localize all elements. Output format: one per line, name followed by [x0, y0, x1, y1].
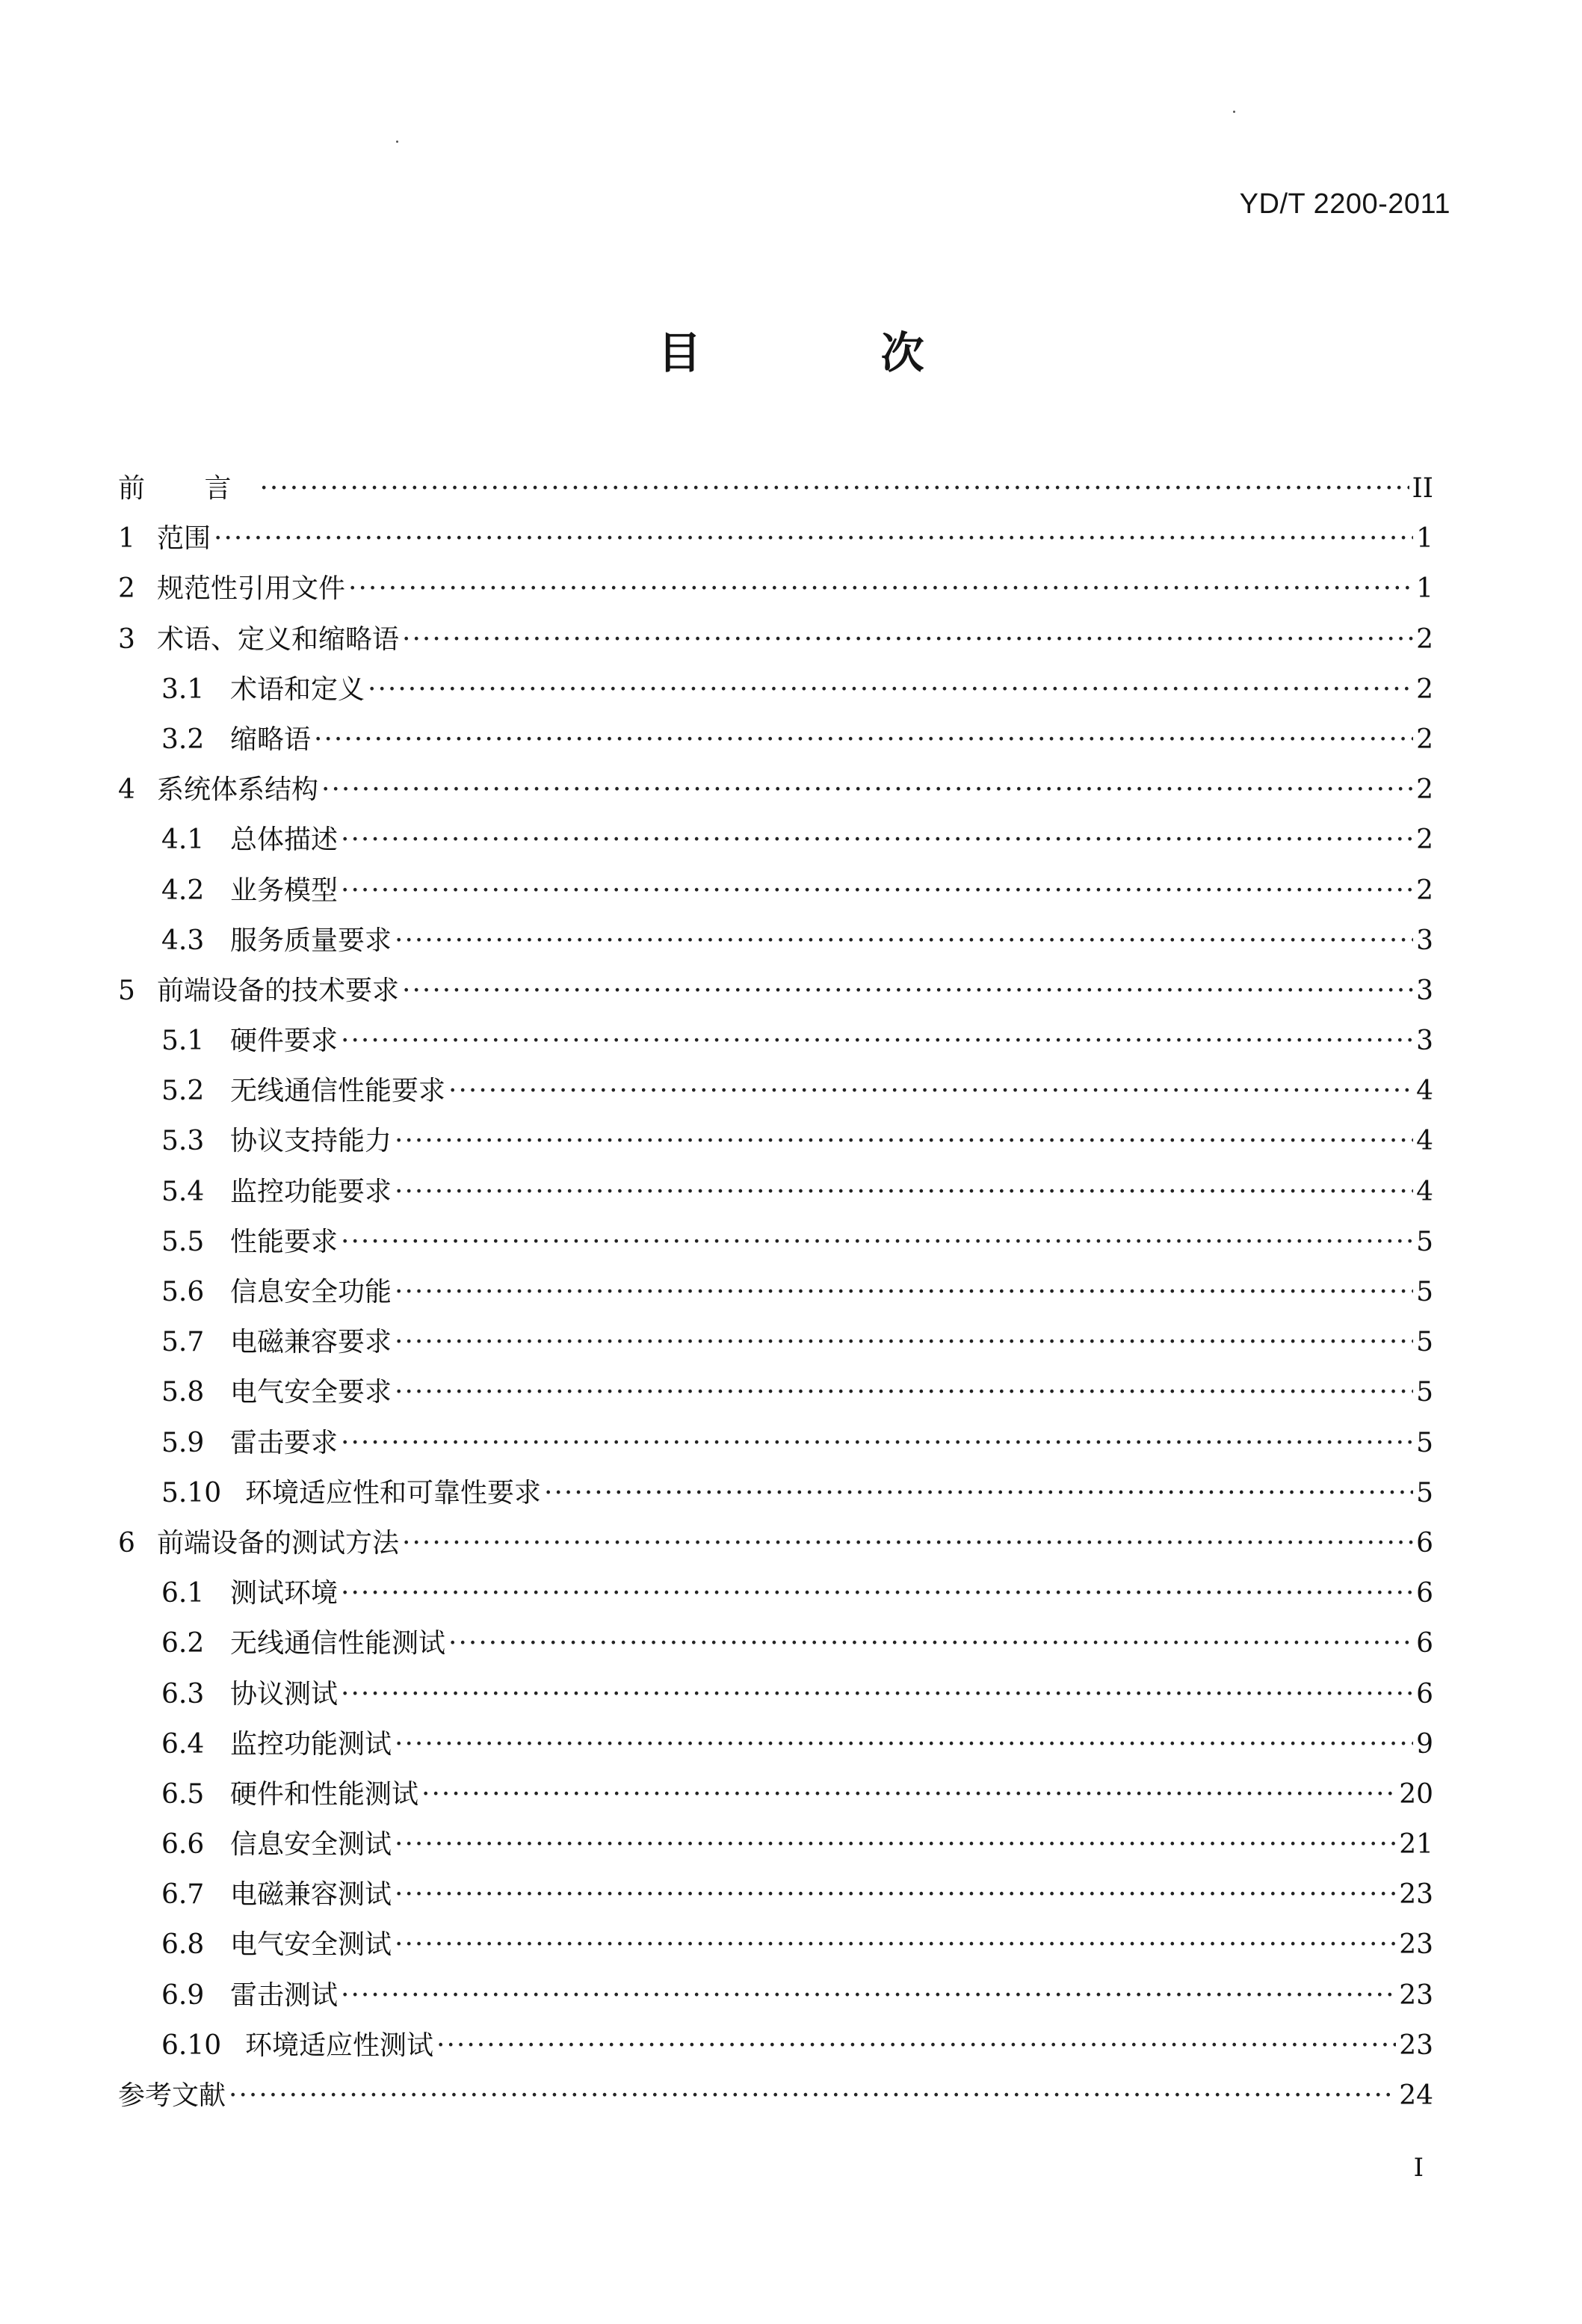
toc-entry-page: 23 — [1399, 1979, 1433, 2011]
toc-entry[interactable] — [118, 815, 1433, 865]
toc-entry-page: 5 — [1416, 1226, 1433, 1257]
toc-title: 目 次 — [658, 327, 1007, 378]
toc-entry-label: 电磁兼容测试 — [230, 1879, 392, 1911]
toc-entry-number: 6.8 — [161, 1929, 205, 1961]
toc-entry-number: 4.1 — [161, 825, 205, 856]
toc-entry-number: 5.9 — [161, 1427, 205, 1458]
toc-entry-label: 无线通信性能测试 — [230, 1628, 446, 1659]
toc-entry-label: 信息安全功能 — [230, 1277, 392, 1307]
toc-entry[interactable] — [118, 564, 1433, 614]
toc-entry-number: 5.2 — [161, 1076, 205, 1107]
toc-entry-page: 23 — [1399, 1929, 1433, 1961]
toc-entry-page: 2 — [1416, 674, 1433, 705]
toc-entry[interactable] — [118, 1920, 1433, 1970]
toc-entry[interactable] — [118, 1317, 1433, 1367]
toc-entry-number: 5.8 — [161, 1377, 205, 1408]
toc-entry[interactable] — [118, 614, 1433, 665]
toc-leader-dots — [229, 2071, 1396, 2121]
toc-entry-label: 性能要求 — [230, 1226, 339, 1257]
toc-entry-page: 23 — [1399, 2029, 1433, 2061]
toc-entry-page: 5 — [1416, 1477, 1433, 1508]
toc-entry-page: 3 — [1416, 1026, 1433, 1057]
toc-entry-label: 电气安全测试 — [230, 1929, 392, 1961]
toc-entry[interactable] — [118, 765, 1433, 815]
toc-leader-dots — [314, 715, 1413, 765]
toc-entry[interactable] — [118, 2021, 1433, 2071]
toc-entry-label: 协议测试 — [230, 1678, 339, 1710]
toc-entry[interactable] — [118, 866, 1433, 916]
toc-entry-page: 5 — [1416, 1327, 1433, 1358]
toc-leader-dots — [448, 1618, 1413, 1668]
toc-leader-dots — [348, 564, 1413, 614]
toc-entry-label: 术语和定义 — [230, 674, 365, 705]
toc-entry[interactable] — [118, 1468, 1433, 1518]
toc-leader-dots — [395, 1920, 1396, 1970]
page-number: I — [1413, 2153, 1424, 2183]
toc-entry-page: 4 — [1416, 1126, 1433, 1157]
toc-entry-page: 6 — [1416, 1578, 1433, 1609]
toc-entry-page: 6 — [1416, 1628, 1433, 1659]
toc-entry-page: 24 — [1399, 2080, 1433, 2111]
toc-entry-label: 参考文献 — [118, 2080, 226, 2111]
toc-entry[interactable] — [118, 1116, 1433, 1166]
toc-entry-page: 3 — [1416, 925, 1433, 956]
toc-leader-dots — [259, 463, 1409, 514]
toc-entry[interactable] — [118, 1066, 1433, 1116]
toc-entry-page: 6 — [1416, 1527, 1433, 1559]
toc-entry-label: 信息安全测试 — [230, 1829, 392, 1861]
toc-entry-number: 5.7 — [161, 1327, 205, 1358]
toc-entry-number: 5 — [118, 975, 135, 1006]
toc-leader-dots — [395, 1116, 1413, 1166]
toc-entry-label: 电气安全要求 — [230, 1377, 392, 1408]
toc-entry[interactable] — [118, 514, 1433, 564]
toc-entry-label: 硬件要求 — [230, 1026, 339, 1057]
toc-entry-number: 6.9 — [161, 1979, 205, 2011]
toc-entry-page: 6 — [1416, 1678, 1433, 1710]
toc-entry-number: 3 — [118, 623, 135, 655]
toc-entry[interactable] — [118, 1970, 1433, 2021]
toc-leader-dots — [395, 1719, 1413, 1769]
toc-entry-label: 硬件和性能测试 — [230, 1778, 419, 1810]
toc-entry-page: 1 — [1416, 523, 1433, 555]
toc-entry[interactable] — [118, 715, 1433, 765]
scan-speck — [396, 141, 398, 143]
toc-leader-dots — [436, 2021, 1396, 2071]
toc-leader-dots — [395, 1267, 1413, 1317]
toc-entry-label: 环境适应性测试 — [245, 2029, 434, 2061]
toc-entry-page: 5 — [1416, 1427, 1433, 1458]
toc-leader-dots — [421, 1769, 1396, 1819]
toc-entry-number: 5.4 — [161, 1176, 205, 1207]
toc-entry-page: 20 — [1399, 1778, 1433, 1810]
toc-entry-page: 2 — [1416, 825, 1433, 856]
toc-leader-dots — [341, 1970, 1396, 2021]
toc-leader-dots — [402, 614, 1413, 665]
toc-leader-dots — [395, 1819, 1396, 1870]
toc-entry-page: 5 — [1416, 1377, 1433, 1408]
toc-entry[interactable] — [118, 916, 1433, 966]
toc-entry-label: 监控功能要求 — [230, 1176, 392, 1207]
toc-entry-page: 4 — [1416, 1176, 1433, 1207]
toc-entry-label: 总体描述 — [230, 825, 339, 856]
toc-entry[interactable] — [118, 1719, 1433, 1769]
toc-entry-page: 9 — [1416, 1728, 1433, 1760]
toc-entry-label: 范围 — [157, 523, 211, 555]
toc-entry-label: 规范性引用文件 — [157, 573, 346, 605]
toc-leader-dots — [402, 966, 1413, 1016]
toc-entry-number: 6 — [118, 1527, 135, 1559]
toc-entry[interactable] — [118, 966, 1433, 1016]
toc-leader-dots — [214, 514, 1413, 564]
toc-leader-dots — [341, 1016, 1413, 1066]
toc-entry[interactable] — [118, 1568, 1433, 1618]
toc-entry-label: 协议支持能力 — [230, 1126, 392, 1157]
toc-entry-number: 1 — [118, 523, 135, 555]
toc-entry-number: 6.10 — [161, 2029, 222, 2061]
toc-entry-number: 5.3 — [161, 1126, 205, 1157]
toc-entry-page: II — [1412, 473, 1433, 504]
toc-entry-number: 3.2 — [161, 724, 205, 755]
toc-entry-page: 2 — [1416, 724, 1433, 755]
toc-entry-number: 4.2 — [161, 875, 205, 906]
toc-entry-label: 缩略语 — [230, 724, 312, 755]
toc-entry-label: 术语、定义和缩略语 — [157, 623, 400, 655]
toc-entry-number: 4.3 — [161, 925, 205, 956]
toc-entry-number: 2 — [118, 573, 135, 605]
standard-code: YD/T 2200-2011 — [1239, 188, 1450, 220]
toc-entry-label: 服务质量要求 — [230, 925, 392, 956]
toc-entry-label: 前端设备的测试方法 — [157, 1527, 400, 1559]
toc-entry-label: 业务模型 — [230, 875, 339, 906]
toc-leader-dots — [341, 1217, 1413, 1267]
toc-entry-label: 前端设备的技术要求 — [157, 975, 400, 1006]
toc-leader-dots — [448, 1066, 1413, 1116]
toc-entry[interactable] — [118, 1518, 1433, 1568]
toc-entry[interactable] — [118, 1367, 1433, 1417]
toc-entry[interactable] — [118, 1418, 1433, 1468]
toc-entry[interactable] — [118, 463, 1433, 514]
toc-leader-dots — [402, 1518, 1413, 1568]
toc-entry-label: 雷击测试 — [230, 1979, 339, 2011]
toc-leader-dots — [341, 1669, 1413, 1719]
toc-leader-dots — [341, 815, 1413, 865]
scan-speck — [1233, 111, 1235, 113]
toc-entry-label: 测试环境 — [230, 1578, 339, 1609]
toc-entry-number: 6.6 — [161, 1829, 205, 1861]
toc-entry-page: 3 — [1416, 975, 1433, 1006]
toc-entry-page: 2 — [1416, 623, 1433, 655]
toc-entry[interactable] — [118, 1618, 1433, 1668]
toc-entry-label: 监控功能测试 — [230, 1728, 392, 1760]
toc-entry-page: 2 — [1416, 774, 1433, 806]
toc-entry-page: 23 — [1399, 1879, 1433, 1911]
toc-entry-number: 4 — [118, 774, 135, 806]
toc-entry[interactable] — [118, 1669, 1433, 1719]
toc-entry-number: 5.10 — [161, 1477, 222, 1508]
toc-entry-page: 1 — [1416, 573, 1433, 605]
toc-entry[interactable] — [118, 1819, 1433, 1870]
toc-leader-dots — [395, 1870, 1396, 1920]
toc-leader-dots — [395, 916, 1413, 966]
toc-entry-page: 4 — [1416, 1076, 1433, 1107]
toc-leader-dots — [321, 765, 1413, 815]
toc-leader-dots — [395, 1167, 1413, 1217]
toc-entry-label: 雷击要求 — [230, 1427, 339, 1458]
toc-entry-number: 6.5 — [161, 1778, 205, 1810]
toc-entry-number: 6.2 — [161, 1628, 205, 1659]
toc-leader-dots — [395, 1317, 1413, 1367]
toc-leader-dots — [341, 1418, 1413, 1468]
table-of-contents — [118, 463, 1433, 2121]
toc-entry-number: 6.3 — [161, 1678, 205, 1710]
toc-entry-label: 系统体系结构 — [157, 774, 319, 806]
toc-entry-label: 环境适应性和可靠性要求 — [245, 1477, 542, 1508]
toc-entry-number: 5.1 — [161, 1026, 205, 1057]
toc-leader-dots — [341, 1568, 1413, 1618]
toc-entry-label: 前 言 — [118, 473, 257, 504]
toc-entry-number: 6.1 — [161, 1578, 205, 1609]
toc-entry[interactable] — [118, 665, 1433, 715]
toc-entry[interactable] — [118, 1167, 1433, 1217]
toc-entry[interactable] — [118, 1769, 1433, 1819]
toc-leader-dots — [544, 1468, 1413, 1518]
toc-leader-dots — [368, 665, 1413, 715]
toc-entry[interactable] — [118, 1267, 1433, 1317]
toc-entry[interactable] — [118, 1016, 1433, 1066]
toc-entry-label: 无线通信性能要求 — [230, 1076, 446, 1107]
toc-entry-label: 电磁兼容要求 — [230, 1327, 392, 1358]
toc-entry[interactable] — [118, 2071, 1433, 2121]
toc-entry-number: 3.1 — [161, 674, 205, 705]
toc-entry-page: 21 — [1399, 1829, 1433, 1861]
toc-entry-number: 5.6 — [161, 1277, 205, 1307]
toc-entry-number: 6.4 — [161, 1728, 205, 1760]
toc-entry-page: 2 — [1416, 875, 1433, 906]
toc-entry[interactable] — [118, 1217, 1433, 1267]
toc-entry-page: 5 — [1416, 1277, 1433, 1307]
toc-entry[interactable] — [118, 1870, 1433, 1920]
toc-leader-dots — [395, 1367, 1413, 1417]
toc-entry-number: 6.7 — [161, 1879, 205, 1911]
toc-entry-number: 5.5 — [161, 1226, 205, 1257]
toc-leader-dots — [341, 866, 1413, 916]
